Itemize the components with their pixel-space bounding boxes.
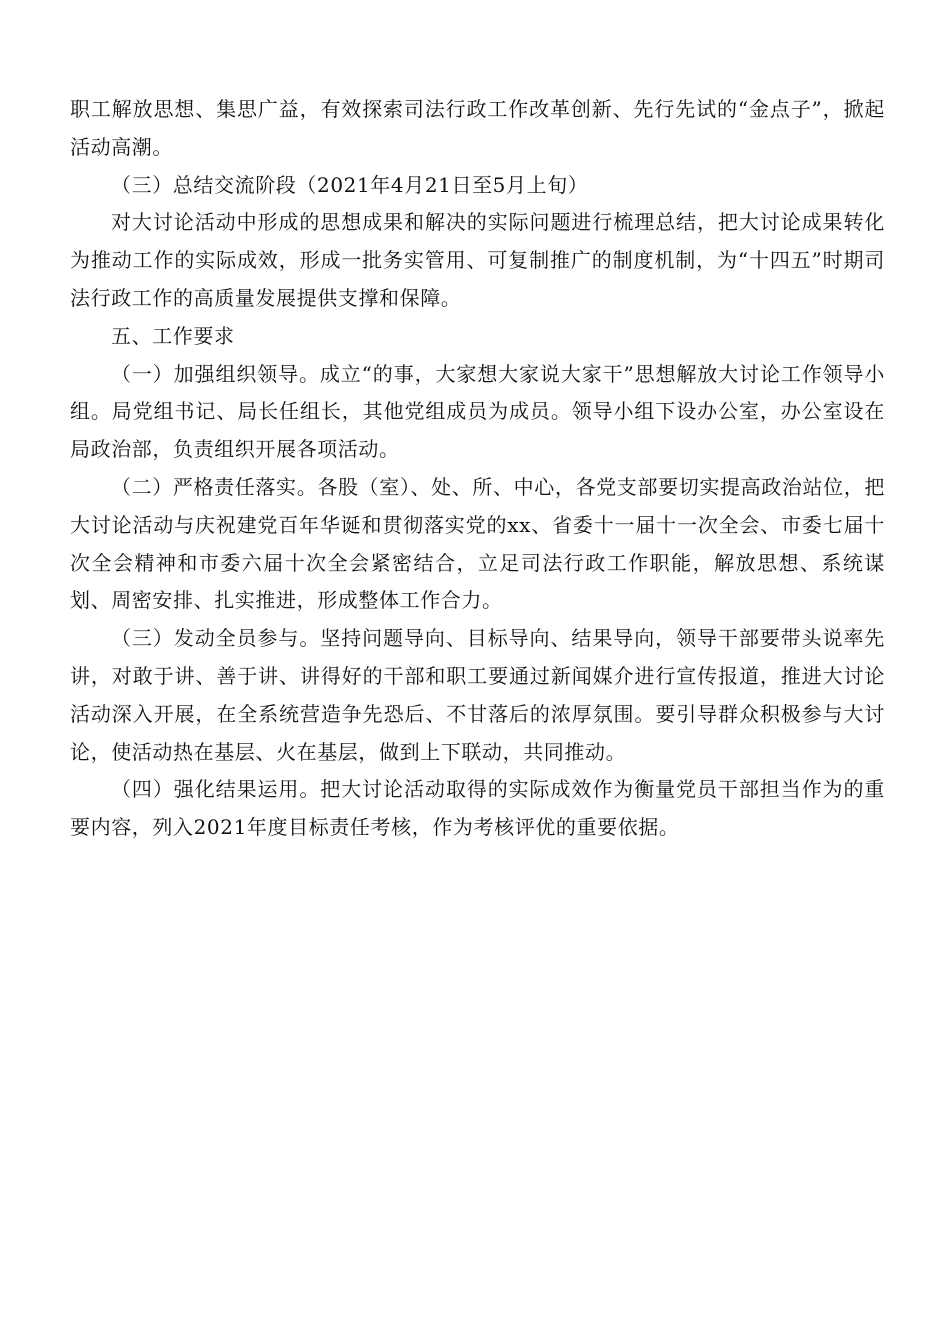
section-heading-work-requirements: 五、工作要求 (111, 323, 235, 348)
paragraph-requirement-3: （三）发动全员参与。坚持问题导向、目标导向、结果导向，领导干部要带头说率先讲，对敢于讲、善于讲、讲得好的干部和职工要通过新闻媒介进行宣传报道，推进大讨论活动深入开展，在全系统营造争先恐后、不甘落后的浓厚氛围。要引导群众积极参与大讨论，使活动热在基层、火在基层，做到上下联动，共同推动。 (70, 626, 885, 764)
paragraph-summary-stage: 对大讨论活动中形成的思想成果和解决的实际问题进行梳理总结，把大讨论成果转化为推动工作的实际成效，形成一批务实管用、可复制推广的制度机制，为“十四五”时期司法行政工作的高质量发展提供支撑和保障。 (70, 210, 885, 310)
paragraph-continuation: 职工解放思想、集思广益，有效探索司法行政工作改革创新、先行先试的“金点子”，掀起活动高潮。 (70, 97, 885, 159)
paragraph-requirement-4: （四）强化结果运用。把大讨论活动取得的实际成效作为衡量党员干部担当作为的重要内容，列入2021年度目标责任考核，作为考核评优的重要依据。 (70, 777, 885, 840)
paragraph-requirement-1: （一）加强组织领导。成立“的事，大家想大家说大家干”思想解放大讨论工作领导小组。局党组书记、局长任组长，其他党组成员为成员。领导小组下设办公室，办公室设在局政治部，负责组织开展各项活动。 (70, 361, 885, 462)
section-heading-summary-stage: （三）总结交流阶段（2021年4月21日至5月上旬） (111, 172, 589, 197)
paragraph-requirement-2: （二）严格责任落实。各股（室）、处、所、中心，各党支部要切实提高政治站位，把大讨论活动与庆祝建党百年华诞和贯彻落实党的xx、省委十一届十一次全会、市委七届十次全会精神和市委六届十次全会紧密结合，立足司法行政工作职能，解放思想、系统谋划、周密安排、扎实推进，形成整体工作合力。 (70, 474, 885, 613)
document-body (70, 91, 885, 847)
